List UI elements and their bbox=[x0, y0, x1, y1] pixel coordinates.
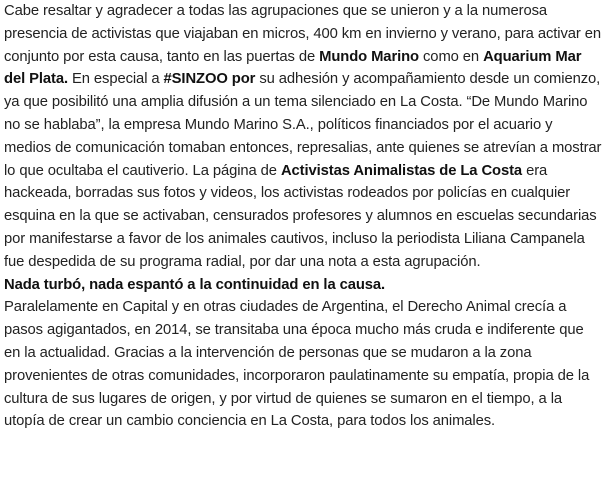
paragraph-animal-rights bbox=[4, 296, 613, 433]
text-line bbox=[4, 68, 613, 91]
text-line: provenientes de otras comunidades, incorporaron paulatinamente su empatía, propia de la bbox=[4, 367, 590, 384]
text-line: en la actualidad. Gracias a la intervención de personas que se mudaron a la zona bbox=[4, 344, 532, 361]
text-line: Paralelamente en Capital y en otras ciudades de Argentina, el Derecho Animal crecía a bbox=[4, 299, 567, 316]
text-line bbox=[4, 46, 613, 69]
text-line: ya que posibilitó una amplia difusión a un tema silenciado en La Costa. “De Mundo Marino bbox=[4, 94, 588, 111]
text-line: fue despedida de su programa radial, por dar una nota a esta agrupación. bbox=[4, 253, 481, 270]
text-line: utopía de crear un cambio conciencia en La Costa, para todos los animales. bbox=[4, 413, 496, 430]
text-line: pasos agigantados, en 2014, se transitaba una época mucho más cruda e indiferente que bbox=[4, 322, 584, 339]
text-run: En especial a bbox=[67, 71, 164, 88]
text-run: conjunto por esta causa, tanto en las puertas de bbox=[4, 48, 320, 65]
text-line: medios de comunicación tomaban entonces, represalias, ante quienes se atrevían a mostrar bbox=[4, 139, 602, 156]
text-run: era bbox=[522, 162, 548, 179]
text-line bbox=[4, 160, 613, 183]
bold-del-plata: del Plata. bbox=[4, 71, 68, 88]
text-line: cultura de sus lugares de origen, y por virtud de quienes se sumaron en el tiempo, a la bbox=[4, 390, 563, 407]
text-line: Cabe resaltar y agradecer a todas las agrupaciones que se unieron y a la numerosa bbox=[4, 3, 548, 19]
text-line: presencia de activistas que viajaban en micros, 400 km en invierno y verano, para activar en bbox=[4, 25, 601, 42]
bold-aquarium: Aquarium Mar bbox=[483, 48, 582, 65]
text-line: no se hablaba”, la empresa Mundo Marino S.A., políticos financiados por el acuario y bbox=[4, 116, 553, 133]
text-run: como en bbox=[419, 48, 484, 65]
bold-mundo-marino: Mundo Marino bbox=[319, 48, 419, 65]
paragraph-acknowledgements bbox=[4, 0, 613, 274]
text-line: hackeada, borradas sus fotos y videos, los activistas rodeados por policías en cualquier bbox=[4, 185, 571, 202]
text-run: lo que ocultaba el cautiverio. La página de bbox=[4, 162, 281, 179]
bold-sinzoo: #SINZOO por bbox=[163, 71, 256, 88]
text-line: esquina en la que se activaban, censurados profesores y alumnos en escuelas secundarias bbox=[4, 208, 597, 225]
bold-activistas-animalistas: Activistas Animalistas de La Costa bbox=[280, 162, 523, 179]
text-line: por manifestarse a favor de los animales cautivos, incluso la periodista Liliana Campanela bbox=[4, 230, 585, 247]
bold-statement: Nada turbó, nada espantó a la continuidad en la causa. bbox=[4, 276, 386, 293]
text-run: su adhesión y acompañamiento desde un comienzo, bbox=[255, 71, 601, 88]
paragraph-continuity bbox=[4, 274, 613, 297]
